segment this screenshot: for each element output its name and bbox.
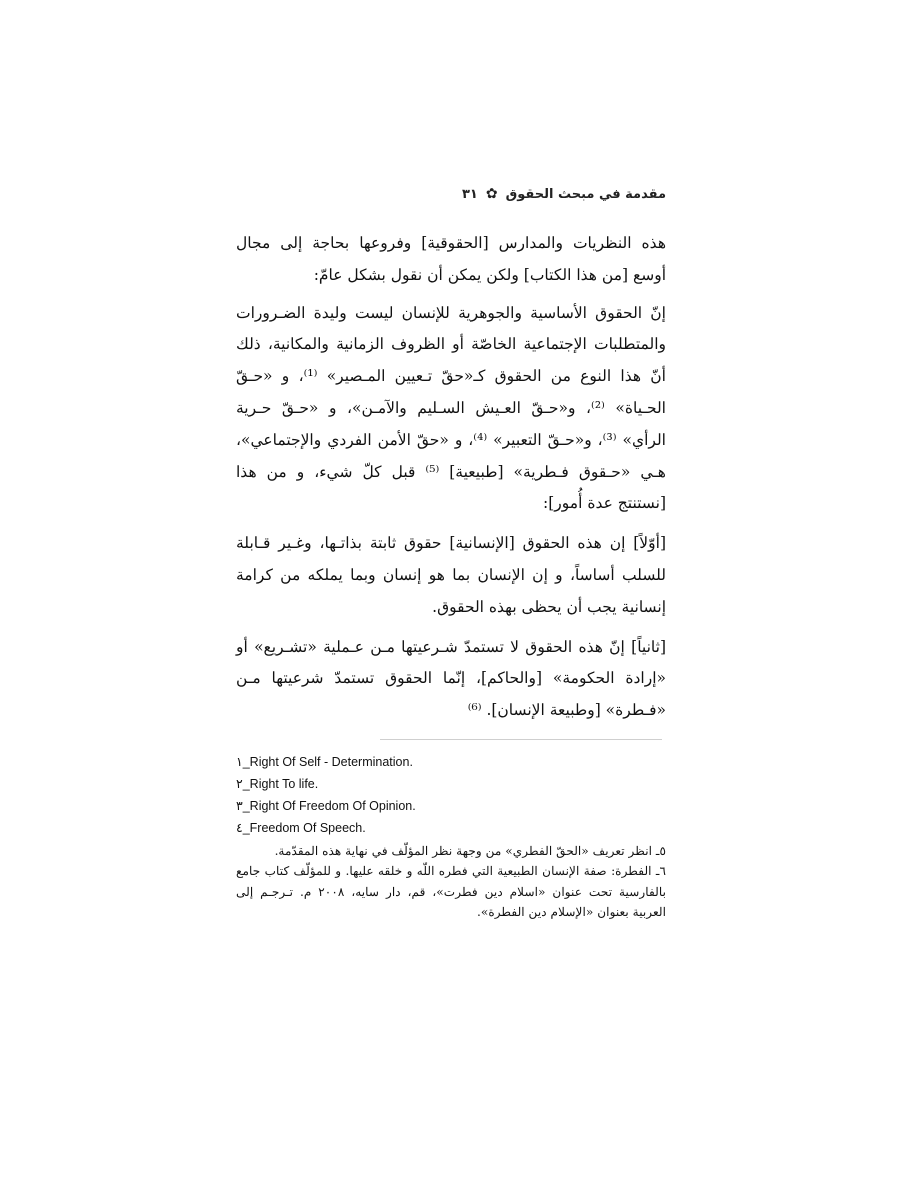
paragraph-1: هذه النظريات والمدارس [الحقوقية] وفروعها بحاجة إلى مجال أوسع [من هذا الكتاب] ولكن يمكن أن نقول بشكل عامّ: (236, 234, 666, 284)
footnote-3: ٣_Right Of Freedom Of Opinion. (236, 797, 416, 813)
footnote-1: ١_Right Of Self - Determination. (236, 753, 413, 769)
footnote-separator (380, 739, 662, 740)
footnote-4: ٤_Freedom Of Speech. (236, 819, 366, 835)
footnote-2: ٢_Right To life. (236, 775, 319, 791)
footnotes-arabic (236, 841, 666, 923)
footnote-5: ٥ـ انظر تعريف «الحقّ الفطري» من وجهة نظر المؤلّف في نهاية هذه المقدّمة. (274, 843, 666, 858)
page-number: ٣١ (461, 186, 478, 202)
main-text (236, 228, 666, 727)
book-page (236, 182, 666, 920)
flower-ornament-icon: ✿ (485, 186, 498, 202)
paragraph-4: [ثانياً] إنّ هذه الحقوق لا تستمدّ شـرعيتها مـن عـملية «تشـريع» أو «إرادة الحكومة» [والحاكم]، إنّما الحقوق تستمدّ شرعيتها مـن «فـطرة» [وطبيعة الإنسان]. ⁽⁶⁾ (236, 637, 666, 720)
footnotes-english (236, 751, 666, 839)
running-header (236, 182, 666, 206)
paragraph-2: إنّ الحقوق الأساسية والجوهرية للإنسان ليست وليدة الضـرورات والمتطلبات الإجتماعية الخاصّة أو الظروف الزمانية والمكانية، ذلك أنّ هذا النوع من الحقوق كـ«حقّ تـعيين المـصير» ⁽¹⁾، و «حـقّ الحـياة» ⁽²⁾، و«حـقّ العـيش السـليم والآمـن»، و «حـقّ حـرية الرأي» ⁽³⁾، و«حـقّ التعبير» ⁽⁴⁾، و «حقّ الأمن الفردي والإجتماعي»، هـي «حـقوق فـطرية» [طبيعية] ⁽⁵⁾ قبل كلّ شيء، و من هذا [نستنتج عدة أُمور]: (236, 303, 666, 513)
paragraph-3: [أوّلاً] إن هذه الحقوق [الإنسانية] حقوق ثابتة بذاتـها، وغـير قـابلة للسلب أساساً، و إن الإنسان بما هو إنسان وبما يملكه من كرامة إنسانية يجب أن يحظى بهذه الحقوق. (236, 534, 666, 616)
footnote-6: ٦ـ الفطرة: صفة الإنسان الطبيعية التي فطره اللّه و خلقه عليها. و للمؤلّف كتاب جامع بالفارسية تحت عنوان «اسلام دين فطرت»، قم، دار سايه، ٢٠٠٨ م. تـرجـم إلى العربية بعنوان «الإسلام دين الفطرة». (236, 864, 666, 920)
header-title: مقدمة في مبحث الحقوق (505, 186, 666, 202)
